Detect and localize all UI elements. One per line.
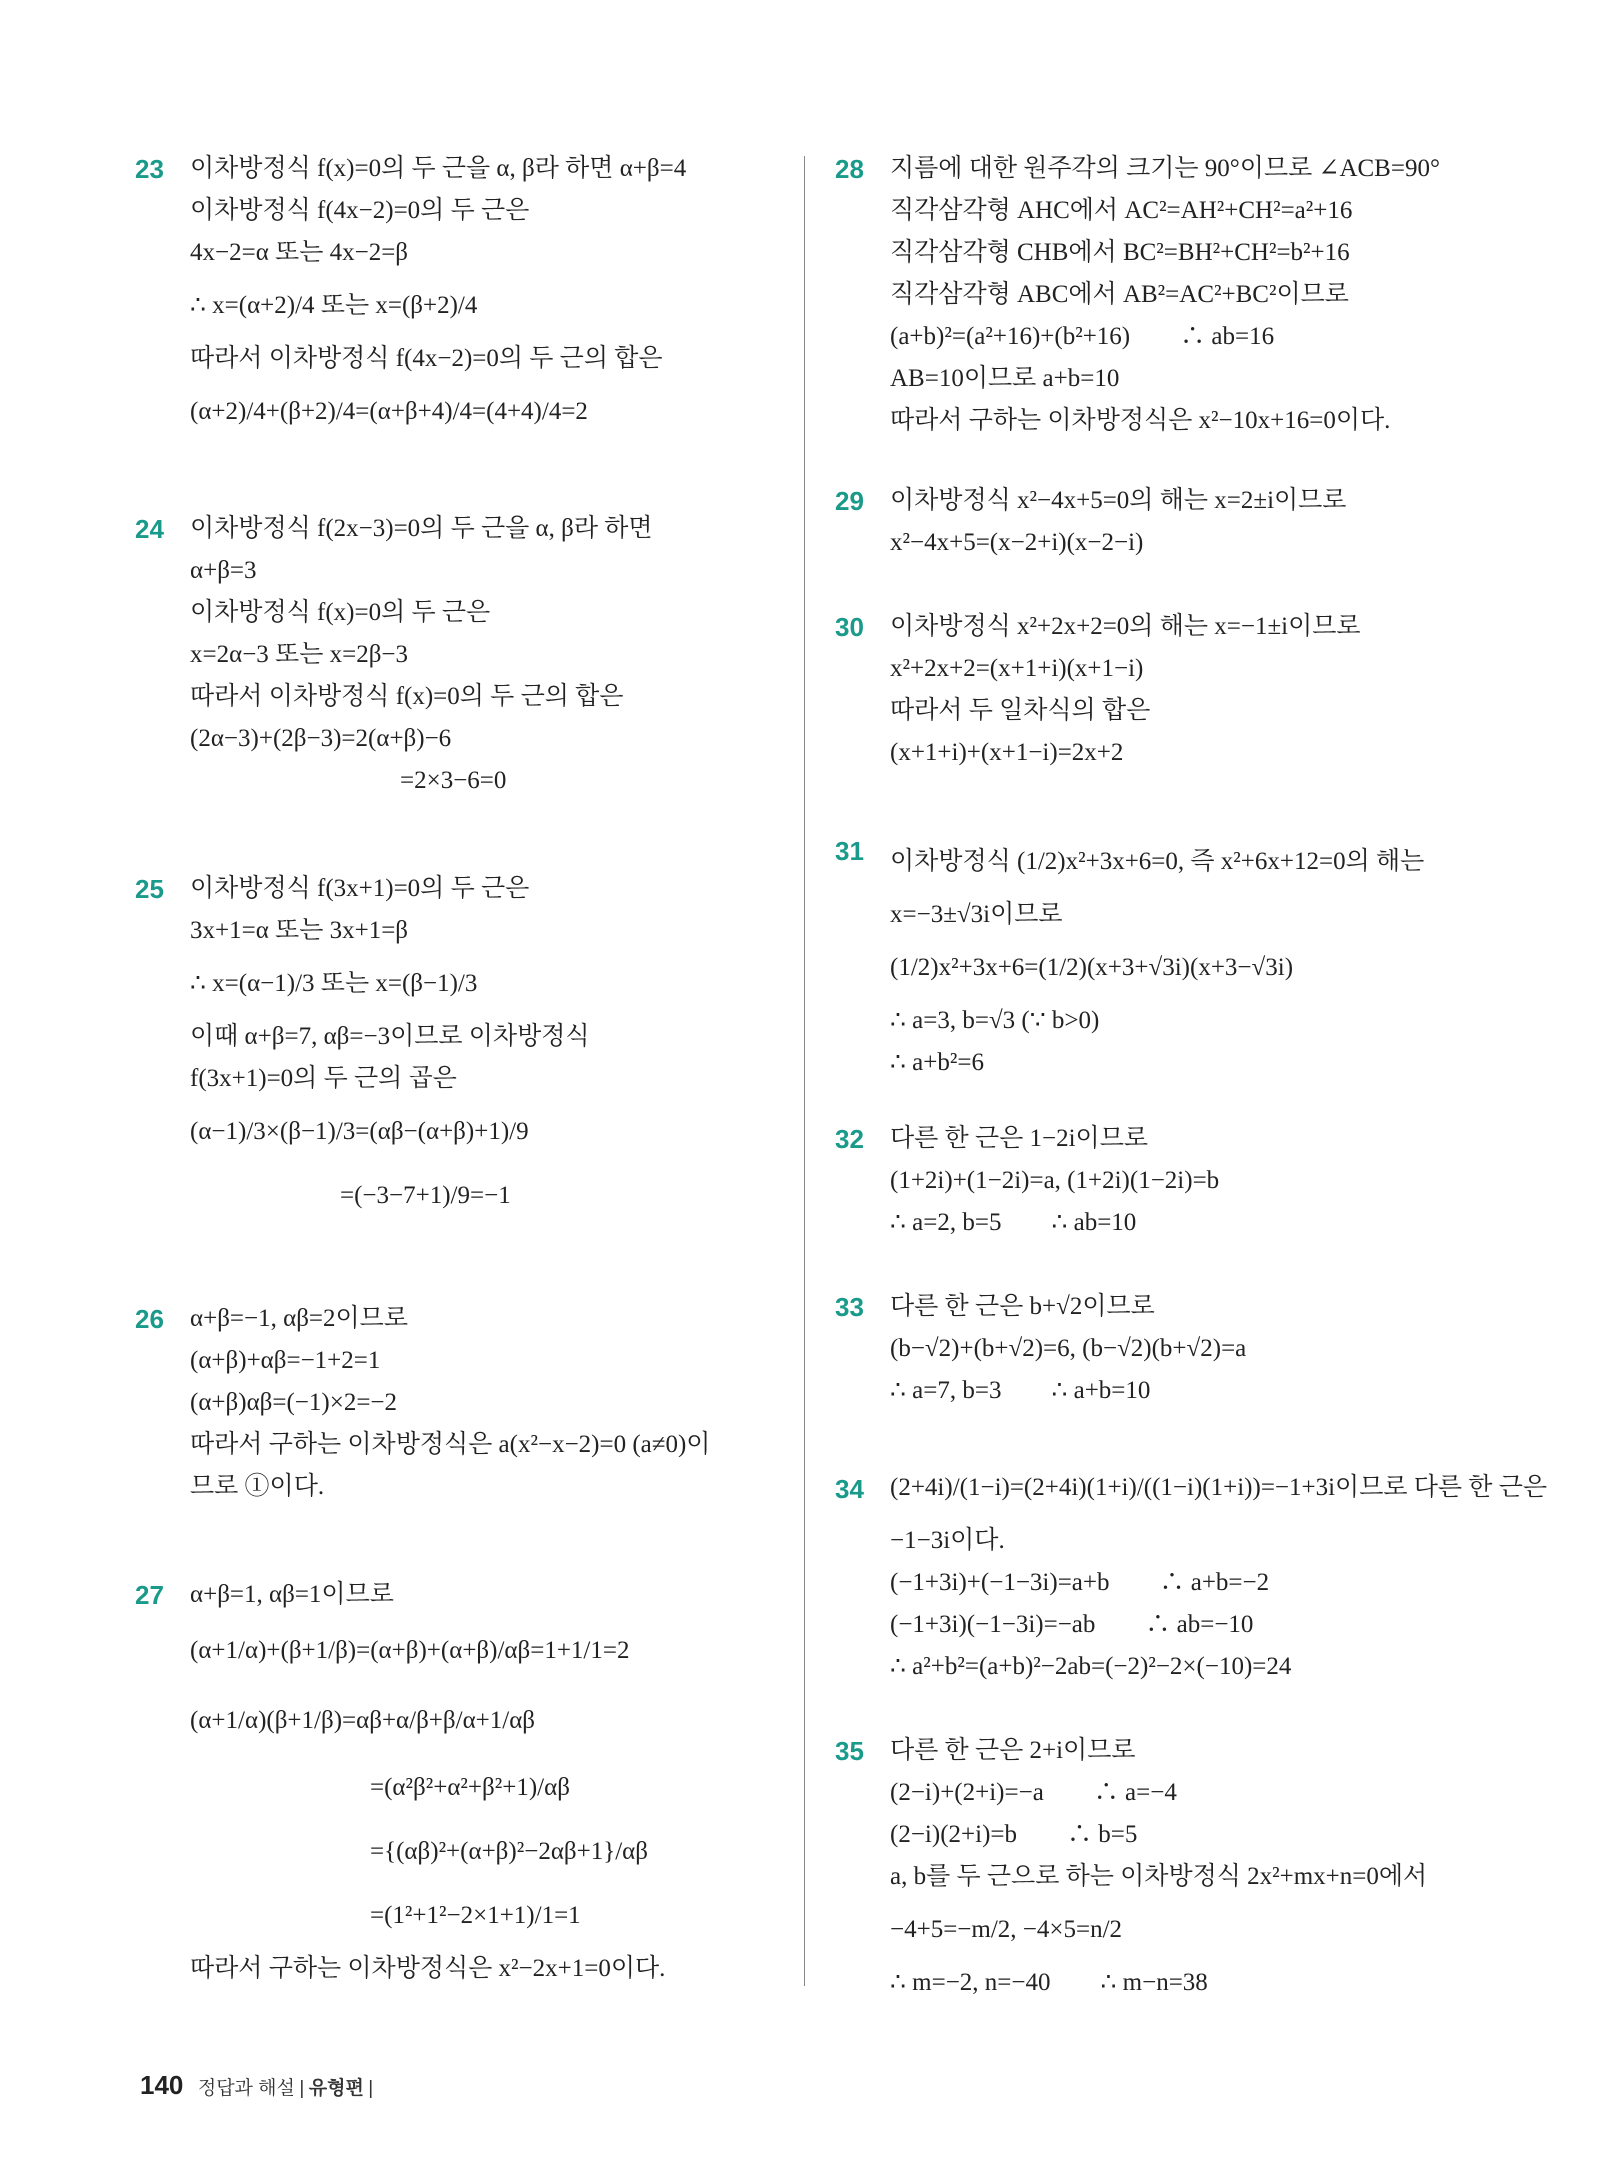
solution-line: AB=10이므로 a+b=10 (890, 365, 1120, 392)
solution-line: (α+1/α)(β+1/β)=αβ+α/β+β/α+1/αβ (190, 1707, 536, 1734)
solution-line: 다른 한 근은 1−2i이므로 (890, 1125, 1148, 1152)
footer-label: 정답과 해설 (197, 2078, 295, 2099)
solution-line: ∴ m=−2, n=−40 ∴ m−n=38 (890, 1969, 1208, 1996)
solution-line: (α−1)/3×(β−1)/3=(αβ−(α+β)+1)/9 (190, 1118, 529, 1145)
problem-number: 34 (835, 1474, 864, 1504)
problem-number: 31 (835, 836, 864, 866)
solution-line: (α+β)αβ=(−1)×2=−2 (190, 1389, 398, 1416)
solution-line: (1+2i)+(1−2i)=a, (1+2i)(1−2i)=b (890, 1167, 1220, 1194)
solution-line: α+β=1, αβ=1이므로 (190, 1581, 394, 1608)
solution-line: α+β=−1, αβ=2이므로 (190, 1305, 408, 1332)
solution-line: =(−3−7+1)/9=−1 (340, 1182, 511, 1209)
solution-line: ∴ a=2, b=5 ∴ ab=10 (890, 1209, 1137, 1236)
solution-line: 따라서 이차방정식 f(x)=0의 두 근의 합은 (190, 683, 624, 710)
solution-line: (2α−3)+(2β−3)=2(α+β)−6 (190, 725, 452, 752)
solution-line: 따라서 구하는 이차방정식은 x²−2x+1=0이다. (190, 1955, 666, 1982)
solution-line: (1/2)x²+3x+6=(1/2)(x+3+√3i)(x+3−√3i) (890, 954, 1294, 981)
solution-line: 이차방정식 f(x)=0의 두 근을 α, β라 하면 α+β=4 (190, 155, 687, 182)
solution-line: x²−4x+5=(x−2+i)(x−2−i) (890, 529, 1144, 556)
problem-number: 27 (135, 1580, 164, 1610)
solution-line: ={(αβ)²+(α+β)²−2αβ+1}/αβ (370, 1838, 649, 1865)
solution-line: ∴ x=(α+2)/4 또는 x=(β+2)/4 (190, 292, 478, 319)
problem-number: 26 (135, 1304, 164, 1334)
solution-line: 따라서 두 일차식의 합은 (890, 697, 1151, 724)
solution-line: a, b를 두 근으로 하는 이차방정식 2x²+mx+n=0에서 (890, 1863, 1428, 1890)
solution-line: (2−i)(2+i)=b ∴ b=5 (890, 1821, 1138, 1848)
solution-line: (2−i)+(2+i)=−a ∴ a=−4 (890, 1779, 1177, 1806)
solution-line: (2+4i)/(1−i)=(2+4i)(1+i)/((1−i)(1+i))=−1+3i이므로 다른 한 근은 (890, 1474, 1548, 1501)
solution-line: ∴ a²+b²=(a+b)²−2ab=(−2)²−2×(−10)=24 (890, 1653, 1292, 1680)
solution-line: 지름에 대한 원주각의 크기는 90°이므로 ∠ACB=90° (890, 155, 1440, 182)
solution-line: x=2α−3 또는 x=2β−3 (190, 641, 409, 668)
solution-line: f(3x+1)=0의 두 근의 곱은 (190, 1065, 457, 1092)
solution-line: 이때 α+β=7, αβ=−3이므로 이차방정식 (190, 1023, 590, 1050)
problem-number: 24 (135, 514, 164, 544)
problem-number: 35 (835, 1736, 864, 1766)
solution-line: (α+2)/4+(β+2)/4=(α+β+4)/4=(4+4)/4=2 (190, 398, 588, 425)
solution-line: (−1+3i)+(−1−3i)=a+b ∴ a+b=−2 (890, 1569, 1270, 1596)
solution-line: 이차방정식 f(x)=0의 두 근은 (190, 599, 491, 626)
solution-line: ∴ a=7, b=3 ∴ a+b=10 (890, 1377, 1151, 1404)
solution-line: 4x−2=α 또는 4x−2=β (190, 239, 409, 266)
footer-separator: | (368, 2078, 374, 2099)
solution-line: 따라서 이차방정식 f(4x−2)=0의 두 근의 합은 (190, 345, 663, 372)
solution-line: (x+1+i)+(x+1−i)=2x+2 (890, 739, 1124, 766)
solution-line: 따라서 구하는 이차방정식은 x²−10x+16=0이다. (890, 407, 1391, 434)
page-footer (140, 2070, 373, 2101)
page-number: 140 (140, 2070, 184, 2100)
problem-number: 32 (835, 1124, 864, 1154)
solution-line: ∴ x=(α−1)/3 또는 x=(β−1)/3 (190, 970, 478, 997)
solution-line: =(α²β²+α²+β²+1)/αβ (370, 1774, 570, 1801)
solution-line: 다른 한 근은 2+i이므로 (890, 1737, 1136, 1764)
solution-line: x=−3±√3i이므로 (890, 901, 1063, 928)
column-divider (804, 156, 805, 1986)
problem-number: 33 (835, 1292, 864, 1322)
solution-line: −1−3i이다. (890, 1527, 1005, 1554)
solution-line: =2×3−6=0 (400, 767, 507, 794)
footer-section: 유형편 (308, 2078, 364, 2099)
problem-number: 23 (135, 154, 164, 184)
solution-line: ∴ a=3, b=√3 (∵ b>0) (890, 1007, 1100, 1034)
solution-line: (a+b)²=(a²+16)+(b²+16) ∴ ab=16 (890, 323, 1275, 350)
solution-line: 따라서 구하는 이차방정식은 a(x²−x−2)=0 (a≠0)이 (190, 1431, 711, 1458)
solution-line: ∴ a+b²=6 (890, 1049, 984, 1076)
solution-line: α+β=3 (190, 557, 257, 584)
footer-separator: | (299, 2078, 305, 2099)
problem-number: 30 (835, 612, 864, 642)
problem-number: 25 (135, 874, 164, 904)
solution-line: (α+β)+αβ=−1+2=1 (190, 1347, 381, 1374)
solution-line: (−1+3i)(−1−3i)=−ab ∴ ab=−10 (890, 1611, 1254, 1638)
solution-line: x²+2x+2=(x+1+i)(x+1−i) (890, 655, 1144, 682)
solution-line: 이차방정식 f(4x−2)=0의 두 근은 (190, 197, 530, 224)
solution-line: 이차방정식 x²−4x+5=0의 해는 x=2±i이므로 (890, 487, 1347, 514)
solution-line: 이차방정식 f(2x−3)=0의 두 근을 α, β라 하면 (190, 515, 653, 542)
solution-line: 직각삼각형 CHB에서 BC²=BH²+CH²=b²+16 (890, 239, 1350, 266)
solution-line: 이차방정식 x²+2x+2=0의 해는 x=−1±i이므로 (890, 613, 1361, 640)
solution-line: 직각삼각형 ABC에서 AB²=AC²+BC²이므로 (890, 281, 1349, 308)
solution-line: 므로 ①이다. (190, 1473, 325, 1500)
solution-line: 이차방정식 (1/2)x²+3x+6=0, 즉 x²+6x+12=0의 해는 (890, 848, 1425, 875)
solution-line: 3x+1=α 또는 3x+1=β (190, 917, 409, 944)
solution-line: (α+1/α)+(β+1/β)=(α+β)+(α+β)/αβ=1+1/1=2 (190, 1637, 630, 1664)
solution-line: 다른 한 근은 b+√2이므로 (890, 1293, 1155, 1320)
solution-line: =(1²+1²−2×1+1)/1=1 (370, 1902, 581, 1929)
solution-line: 직각삼각형 AHC에서 AC²=AH²+CH²=a²+16 (890, 197, 1353, 224)
problem-number: 28 (835, 154, 864, 184)
problem-number: 29 (835, 486, 864, 516)
solution-line: −4+5=−m/2, −4×5=n/2 (890, 1916, 1123, 1943)
solution-line: 이차방정식 f(3x+1)=0의 두 근은 (190, 875, 530, 902)
solution-line: (b−√2)+(b+√2)=6, (b−√2)(b+√2)=a (890, 1335, 1247, 1362)
